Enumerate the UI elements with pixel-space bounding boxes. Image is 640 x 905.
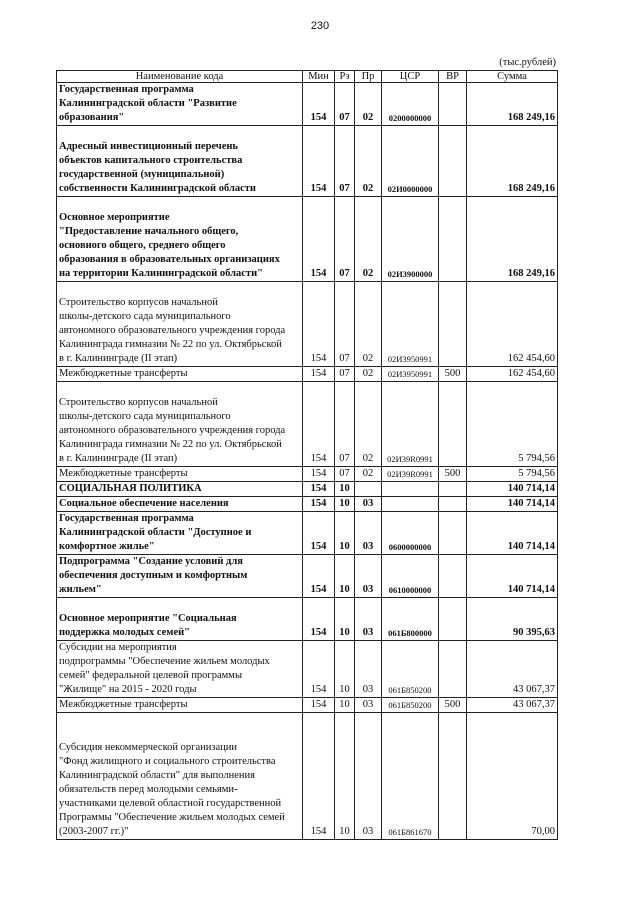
table-row [57,641,558,698]
table-row [57,598,558,641]
row-sum: 168 249,16 [467,83,558,126]
table-row [57,713,558,840]
row-vr [439,126,467,197]
row-csr: 061Б861670 [382,713,439,840]
row-vr: 500 [439,467,467,482]
row-pr: 03 [355,641,382,698]
row-sum: 43 067,37 [467,641,558,698]
row-name: Государственная программа Калининградской области "Развитие образования" [57,83,303,126]
row-vr [439,197,467,282]
row-min: 154 [303,598,335,641]
row-min: 154 [303,282,335,367]
row-sum: 140 714,14 [467,512,558,555]
row-sum: 5 794,56 [467,382,558,467]
row-vr [439,382,467,467]
row-sum: 140 714,14 [467,497,558,512]
row-csr: 02И39R0991 [382,467,439,482]
row-vr [439,282,467,367]
table-row [57,197,558,282]
row-min: 154 [303,382,335,467]
row-pr: 03 [355,598,382,641]
row-sum: 140 714,14 [467,555,558,598]
table-row [57,382,558,467]
row-min: 154 [303,497,335,512]
row-rz: 07 [335,282,355,367]
row-vr [439,83,467,126]
header-csr: ЦСР [382,71,439,83]
header-name: Наименование кода [57,71,303,83]
row-min: 154 [303,512,335,555]
row-rz: 10 [335,512,355,555]
row-csr: 061Б850200 [382,641,439,698]
row-vr [439,598,467,641]
row-pr: 02 [355,83,382,126]
row-vr [439,512,467,555]
row-min: 154 [303,713,335,840]
row-pr: 03 [355,713,382,840]
units-label: (тыс.рублей) [499,57,556,68]
row-sum: 5 794,56 [467,467,558,482]
row-name: Субсидия некоммерческой организации "Фонд жилищного и социального строительства Калининградской области" для выполнения обязательств перед молодыми семьями- участниками целевой областной государственной Программы "Обеспечение жильем молодых семей (2003-2007 гг.)" [57,713,303,840]
table-row [57,126,558,197]
row-csr: 0600000000 [382,512,439,555]
row-min: 154 [303,698,335,713]
row-sum: 162 454,60 [467,367,558,382]
row-name: Государственная программа Калининградской области "Доступное и комфортное жилье" [57,512,303,555]
row-rz: 10 [335,598,355,641]
row-sum: 168 249,16 [467,126,558,197]
row-name: Межбюджетные трансферты [57,698,303,713]
table-header-row [57,71,558,83]
row-rz: 10 [335,555,355,598]
row-pr: 02 [355,197,382,282]
row-name: Адресный инвестиционный перечень объектов капитального строительства государственной (муниципальной) собственности Калининградской области [57,126,303,197]
row-vr: 500 [439,367,467,382]
row-name: Строительство корпусов начальной школы-детского сада муниципального автономного образовательного учреждения города Калининграда гимназии № 22 по ул. Октябрьской в г. Калининграде (II этап) [57,282,303,367]
row-name: Межбюджетные трансферты [57,467,303,482]
row-pr: 03 [355,512,382,555]
table-row [57,467,558,482]
row-csr: 061Б800000 [382,598,439,641]
row-min: 154 [303,83,335,126]
header-min: Мин [303,71,335,83]
row-sum: 162 454,60 [467,282,558,367]
row-csr: 02И3950991 [382,367,439,382]
row-rz: 10 [335,497,355,512]
row-name: Основное мероприятие "Предоставление начального общего, основного общего, среднего общего образования в образовательных организациях на территории Калининградской области" [57,197,303,282]
row-sum: 168 249,16 [467,197,558,282]
row-vr [439,482,467,497]
row-sum: 90 395,63 [467,598,558,641]
header-vr: ВР [439,71,467,83]
row-csr: 02И3900000 [382,197,439,282]
header-pr: Пр [355,71,382,83]
row-rz: 07 [335,83,355,126]
row-rz: 07 [335,197,355,282]
header-rz: Рз [335,71,355,83]
header-sum: Сумма [467,71,558,83]
row-pr: 03 [355,497,382,512]
row-rz: 10 [335,641,355,698]
row-csr: 0610000000 [382,555,439,598]
row-min: 154 [303,197,335,282]
row-sum: 43 067,37 [467,698,558,713]
row-csr: 0200000000 [382,83,439,126]
row-csr: 02И39R0991 [382,382,439,467]
row-vr [439,555,467,598]
row-vr [439,497,467,512]
row-min: 154 [303,641,335,698]
row-min: 154 [303,367,335,382]
row-pr: 02 [355,367,382,382]
row-pr: 02 [355,467,382,482]
table-row [57,497,558,512]
row-csr: 061Б850200 [382,698,439,713]
row-sum: 70,00 [467,713,558,840]
row-name: Подпрограмма "Создание условий для обеспечения доступным и комфортным жильем" [57,555,303,598]
row-csr: 02И0000000 [382,126,439,197]
row-name: Строительство корпусов начальной школы-детского сада муниципального автономного образовательного учреждения города Калининграда гимназии № 22 по ул. Октябрьской в г. Калининграде (II этап) [57,382,303,467]
row-rz: 07 [335,367,355,382]
row-pr [355,482,382,497]
row-vr [439,713,467,840]
row-rz: 07 [335,382,355,467]
row-min: 154 [303,126,335,197]
table-row [57,282,558,367]
row-rz: 07 [335,126,355,197]
row-csr: 02И3950991 [382,282,439,367]
row-rz: 10 [335,698,355,713]
row-csr [382,497,439,512]
row-rz: 10 [335,482,355,497]
row-sum: 140 714,14 [467,482,558,497]
row-name: Социальное обеспечение населения [57,497,303,512]
row-pr: 03 [355,555,382,598]
row-min: 154 [303,555,335,598]
row-name: Субсидии на мероприятия подпрограммы "Обеспечение жильем молодых семей" федеральной целевой программы "Жилище" на 2015 - 2020 годы [57,641,303,698]
row-min: 154 [303,467,335,482]
table-row [57,555,558,598]
row-min: 154 [303,482,335,497]
table-row [57,482,558,497]
budget-table [56,70,558,840]
row-csr [382,482,439,497]
table-row [57,512,558,555]
table-row [57,83,558,126]
row-rz: 07 [335,467,355,482]
page-number: 230 [310,20,330,32]
row-pr: 02 [355,382,382,467]
row-rz: 10 [335,713,355,840]
table-row [57,367,558,382]
row-vr: 500 [439,698,467,713]
row-pr: 02 [355,126,382,197]
row-vr [439,641,467,698]
row-name: СОЦИАЛЬНАЯ ПОЛИТИКА [57,482,303,497]
row-name: Межбюджетные трансферты [57,367,303,382]
row-pr: 03 [355,698,382,713]
table-row [57,698,558,713]
row-name: Основное мероприятие "Социальная поддержка молодых семей" [57,598,303,641]
row-pr: 02 [355,282,382,367]
